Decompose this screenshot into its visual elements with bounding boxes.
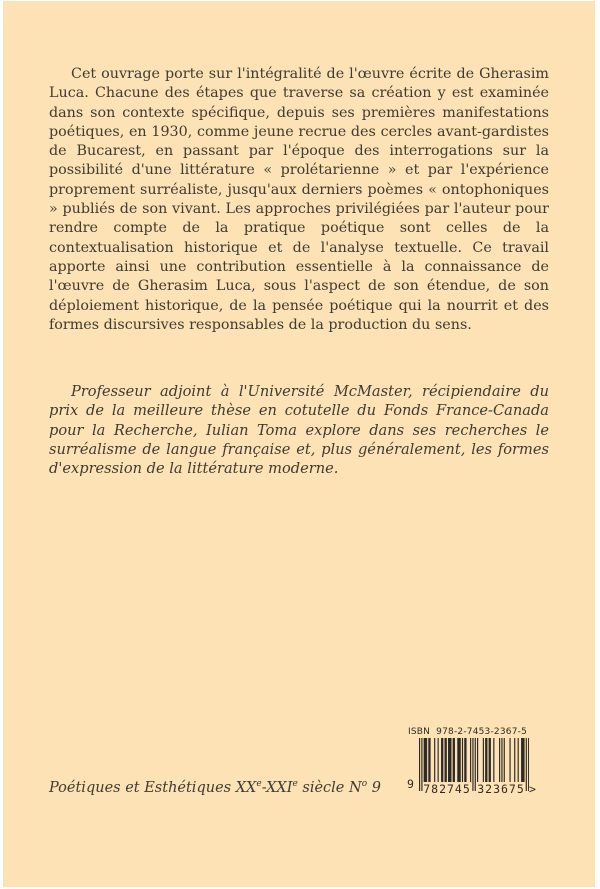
series-superscript-e2: e: [292, 779, 298, 790]
isbn-barcode-block: [407, 727, 536, 800]
barcode-digit-group-left: 782745: [423, 782, 471, 796]
series-superscript-e1: e: [256, 779, 262, 790]
barcode-digit-group-right: 323675: [477, 782, 525, 796]
series-title-suffix: siècle N: [297, 780, 362, 796]
author-bio-paragraph: Professeur adjoint à l'Université McMaster, récipiendaire du prix de la meilleure thèse en cotutelle du Fonds France-Canada pour la Recherche, Iulian Toma explore dans ses recherches le surréalisme de langue française et, plus généralement, les formes d'expression de la littérature moderne.: [49, 383, 549, 478]
barcode-body: [407, 738, 536, 800]
series-title-prefix: Poétiques et Esthétiques XX: [49, 780, 257, 796]
series-number: 9: [367, 780, 381, 796]
isbn-label: ISBN 978-2-7453-2367-5: [407, 727, 528, 737]
synopsis-paragraph: Cet ouvrage porte sur l'intégralité de l'œuvre écrite de Gherasim Luca. Chacune des étapes que traverse sa création y est examinée dans son contexte spécifique, depuis ses premières manifestations poétiques, en 1930, comme jeune recrue des cercles avant-gardistes de Bucarest, en passant par l'époque des interrogations sur la possibilité d'une littérature « prolétarienne » et par l'expérience proprement surréaliste, jusqu'aux derniers poèmes « ontophoniques » publiés de son vivant. Les approches privilégiées par l'auteur pour rendre compte de la pratique poétique sont celles de la contextualisation historique et de l'analyse textuelle. Ce travail apporte ainsi une contribution essentielle à la connaissance de l'œuvre de Gherasim Luca, sous l'aspect de son étendue, de son déploiement historique, de la pensée poétique qui la nourrit et des formes discursives responsables de la production du sens.: [49, 66, 549, 333]
series-title: [49, 780, 381, 796]
series-title-mid: -XXI: [261, 780, 293, 796]
barcode-digits-row: [419, 782, 536, 796]
series-superscript-o: o: [361, 779, 368, 790]
book-back-cover: [3, 1, 595, 887]
barcode-end-marker: >: [529, 782, 536, 796]
barcode-first-digit: 9: [407, 777, 414, 791]
